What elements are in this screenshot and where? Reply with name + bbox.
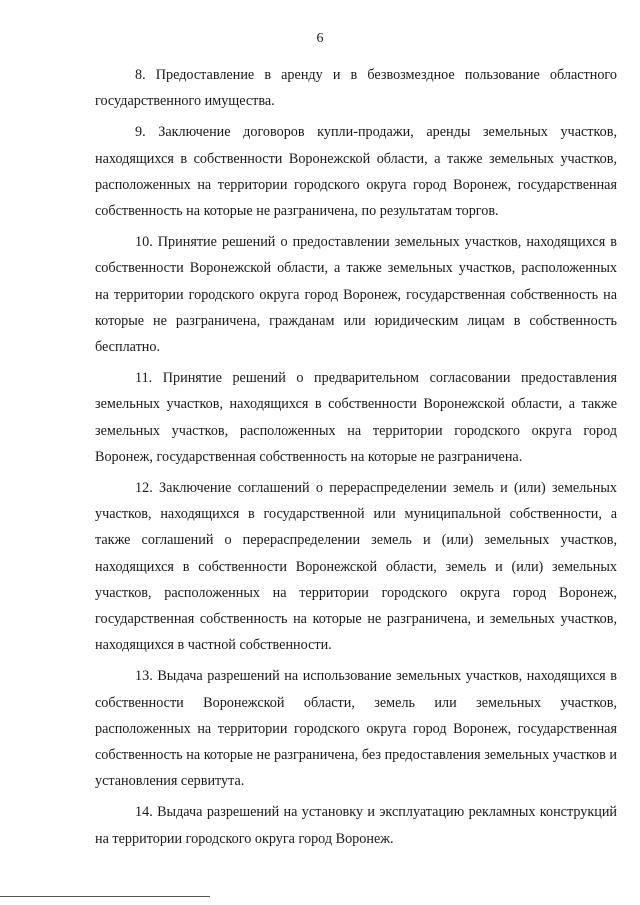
paragraph-item-8: 8. Предоставление в аренду и в безвозмездное пользование областного государственного имущества.	[95, 67, 617, 110]
paragraph-item-9: 9. Заключение договоров купли-продажи, аренды земельных участков, находящихся в собственности Воронежской области, а также земельных участков, расположенных на территории городского округа город Воронеж, государственная собственность на которые не разграничена, по результатам торгов.	[95, 124, 617, 220]
paragraph-item-12: 12. Заключение соглашений о перераспределении земель и (или) земельных участков, находящихся в государственной или муниципальной собственности, а также соглашений о перераспределении земель и (или) земельных участков, находящихся в собственности Воронежской области, земель и (или) земельных участков, расположенных на территории городского округа город Воронеж, государственная собственность на которые не разграничена, и земельных участков, находящихся в частной собственности.	[95, 480, 617, 654]
paragraph-item-11: 11. Принятие решений о предварительном согласовании предоставления земельных участков, находящихся в собственности Воронежской области, а также земельных участков, расположенных на территории городского округа город Воронеж, государственная собственность на которые не разграничена.	[95, 370, 617, 465]
paragraph-item-10: 10. Принятие решений о предоставлении земельных участков, находящихся в собственности Воронежской области, а также земельных участков, расположенных на территории городского округа город Воронеж, государственная собственность на которые не разграничена, гражданам или юридическим лицам в собственность бесплатно.	[95, 234, 617, 356]
paragraph-item-13: 13. Выдача разрешений на использование земельных участков, находящихся в собственности Воронежской области, земель или земельных участков, расположенных на территории городского округа город Воронеж, государственная собственность на которые не разграничена, без предоставления земельных участков и установления сервитута.	[95, 668, 617, 790]
paragraph-item-14: 14. Выдача разрешений на установку и эксплуатацию рекламных конструкций на территории городского округа город Воронеж.	[95, 804, 617, 847]
page-number: 6	[316, 31, 324, 46]
footer-divider	[0, 896, 210, 897]
document-body	[95, 62, 617, 857]
